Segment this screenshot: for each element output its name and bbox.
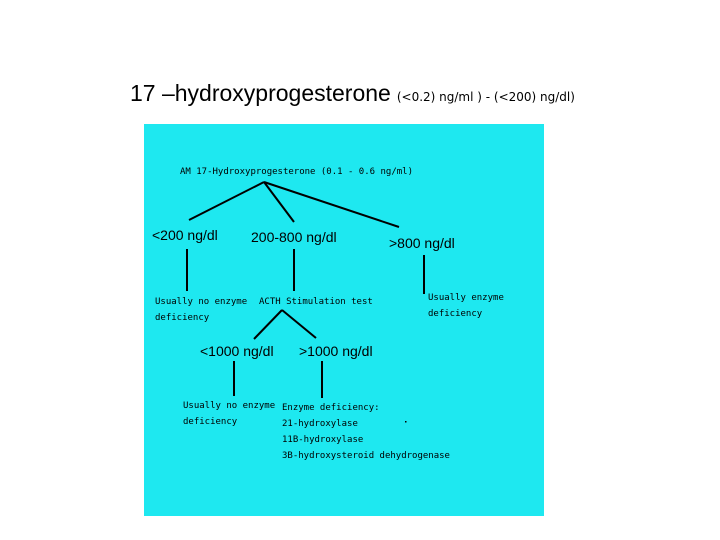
- flowchart-panel: [144, 124, 544, 516]
- acth-outcome-low-line-2: deficiency: [183, 417, 238, 427]
- acth-outcome-high: [282, 400, 450, 464]
- acth-outcome-low: [183, 398, 275, 430]
- acth-branch-high: >1000 ng/dl: [299, 343, 373, 359]
- outcome-high-line-1: Usually enzyme: [428, 293, 504, 303]
- connector-root-high: [264, 182, 399, 227]
- acth-outcome-high-line-3: 11B-hydroxylase: [282, 435, 364, 445]
- acth-outcome-high-line-2: 21-hydroxylase: [282, 419, 358, 429]
- outcome-mid: ACTH Stimulation test: [259, 297, 373, 307]
- branch-low: <200 ng/dl: [152, 227, 218, 243]
- outcome-low-line-1: Usually no enzyme: [155, 297, 248, 307]
- outcome-low-line-2: deficiency: [155, 313, 210, 323]
- branch-high: >800 ng/dl: [389, 235, 455, 251]
- root-node: AM 17-Hydroxyprogesterone (0.1 - 0.6 ng/ml): [180, 167, 413, 177]
- outcome-low: [155, 294, 247, 326]
- slide-title: [130, 80, 575, 107]
- outcome-high-line-2: deficiency: [428, 309, 483, 319]
- connector-acth-low: [254, 310, 282, 339]
- acth-branch-low: <1000 ng/dl: [200, 343, 274, 359]
- outcome-high: [428, 290, 504, 322]
- connector-root-low: [189, 182, 264, 220]
- acth-outcome-low-line-1: Usually no enzyme: [183, 401, 276, 411]
- branch-mid: 200-800 ng/dl: [251, 229, 337, 245]
- title-reference-range: (<0.2) ng/ml ) - (<200) ng/dl): [396, 90, 575, 104]
- title-main: 17 –hydroxyprogesterone: [130, 80, 391, 106]
- acth-outcome-high-line-1: Enzyme deficiency:: [282, 403, 380, 413]
- acth-outcome-high-line-4: 3B-hydroxysteroid dehydrogenase: [282, 451, 450, 461]
- connector-acth-high: [282, 310, 316, 338]
